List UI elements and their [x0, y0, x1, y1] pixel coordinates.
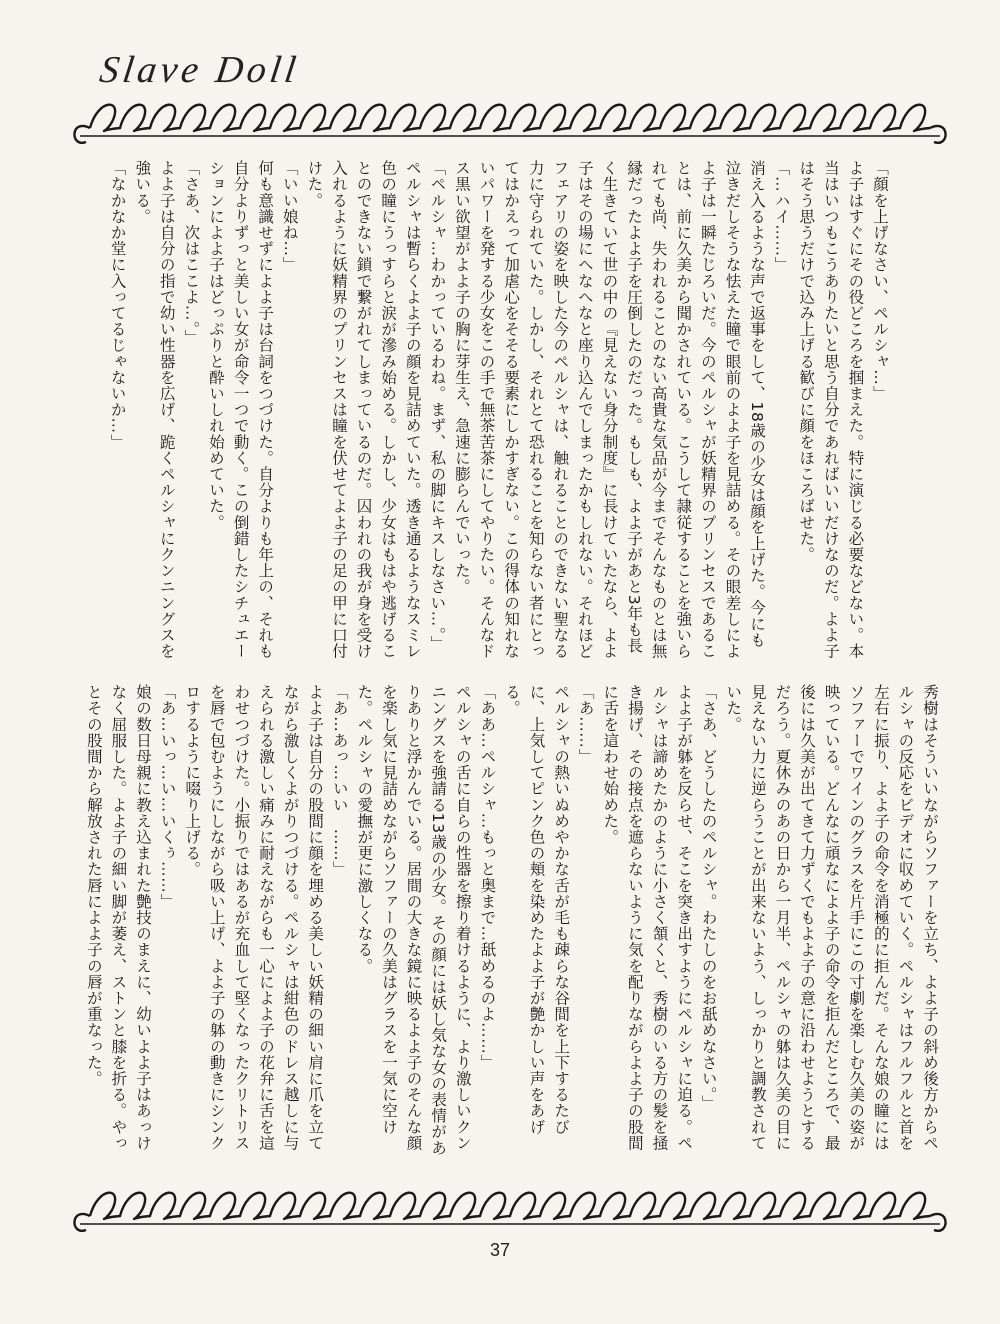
paragraph: ペルシャは暫らくよよ子の顔を見詰めていた。透き通るようなスミレ色の瞳にうっすらと涙が滲み始める。しかし、少女はもはや逃げることのできない鎖で繋がれてしまっているのだ。囚われの我が身を受け入れるように妖精界のプリンセスは瞳を伏せてよよ子の足の甲に口付けた。 [305, 160, 422, 660]
ornament-right-curl [930, 1214, 946, 1231]
paragraph: よ子はすぐにその役どころを掴まえた。特に演じる必要などない。本当はいつもこうありたいと思う自分であればいいだけなのだ。よよ子はそう思うだけで込み上げる歓びに顔をほころばせた。 [797, 160, 865, 660]
ornament-loop-chain [90, 1193, 930, 1219]
page-number: 37 [489, 1240, 511, 1260]
story-text-lower [84, 684, 942, 1162]
paragraph: 娘の数日母親に教え込まれた艶技のまえに、幼いよよ子はあっけなく屈服した。よよ子の細い脚が萎え、ストンと膝を折る。やっとその股間から解放された唇によよ子の唇が重なった。 [84, 684, 152, 1151]
paragraph: よよ子は自分の股間に顔を埋める美しい妖精の細い肩に爪を立てながら激しくよがりつづける。ペルシャは紺色のドレス越しに与えられる激しい痛みに耐えながらも一心によよ子の花弁に舌を這わせつづけた。小振りではあるが充血して堅くなったクリトリスを唇で包むようにしながら吸い上げ、よよ子の躰の動きにシンクロするように啜り上げる。 [183, 684, 325, 1151]
paragraph: よよ子は自分の指で幼い性器を広げ、跪くペルシャにクンニングスを強いる。 [133, 160, 176, 660]
paragraph: 「ああ…ペルシャ…もっと奥まで…舐めるのよ……」 [478, 684, 497, 1071]
paragraph: 消え入るような声で返事をして、18歳の少女は顔を上げた。今にも泣きだしそうな怯えた瞳で眼前のよよ子を見詰める。その眼差しによよ子は一瞬たじろいだ。今のペルシャが妖精界のプリンセスであることは、前に久美から聞かされている。こうして隷従することを強いられても尚、失われることのない高貴な気品が今までそんなものとは無縁だったよよ子を圧倒したのだった。もしも、よよ子があと3年も長く生きていて世の中の『見えない身分制度』に長けていたなら、よよ子はその場にへなへなと座り込んでしまったかもしれない。それほどフェアリの姿を映した今のペルシャは、触れることのできない聖なる力に守られていた。しかし、それとて恐れることを知らない者にとってはかえって加虐心をそそる要素にしかすぎない。この得体の知れないパワーを発する少女をこの手で無茶苦茶にしてやりたい。そんなドス黒い欲望がよよ子の胸に芽生え、急速に膨らんでいった。 [452, 160, 767, 660]
paragraph: 秀樹はそういいながらソファーを立ち、よよ子の斜め後方からペルシャの反応をビデオに収めていく。ペルシャはフルフルと首を左右に振り、よよ子の命令を消極的に拒んだ。そんな娘の瞳にはソファーでワインのグラスを片手にこの寸劇を楽しむ久美の姿が映っている。どんなに頑なによよ子の命令を拒んだところで、最後には久美が出てきて力ずくでもよよ子の意に沿わせようとするだろう。夏休みのあの日から一月半、ペルシャの躰は久美の目に見えない力に逆らうことが出来ないよう、しっかりと調教されていた。 [724, 684, 939, 1151]
story-text-upper [92, 160, 892, 660]
top-ornament-border [0, 90, 1000, 160]
paragraph: 「いい娘ね…」 [280, 160, 299, 273]
paragraph: 「あ…いっ…い…いくぅ……」 [158, 684, 177, 910]
paragraph: ペルシャの舌に自らの性器を擦り着けるように、より激しいクンニングスを強請る13歳の少女。その顔には妖し気な女の表情がありありと浮かんでいる。居間の大きな鏡に映るよよ子のそんな顔を楽し気に見詰めながらソファーの久美はグラスを一気に空けた。ペルシャの愛撫が更に激しくなる。 [355, 684, 472, 1156]
paragraph: 「さあ、どうしたのペルシャ。わたしのをお舐めなさい。」 [699, 684, 718, 1111]
paragraph: 「ペルシャ…わかっているわね。まず、私の脚にキスしなさい…。」 [428, 160, 447, 652]
ornament-right-curl [930, 126, 946, 143]
ornament-left-curl [74, 1214, 90, 1231]
paragraph: 「なかなか堂に入ってるじゃないか…」 [108, 160, 127, 450]
paragraph: よよ子が躰を反らせ、そこを突き出すようにペルシャに迫る。ペルシャは諦めたかのように小さく頷くと、秀樹のいる方の髪を掻き揚げ、その接点を遮らないように気を配りながらよよ子の股間に舌を這わせ始めた。 [601, 684, 694, 1151]
paragraph: 「顔を上げなさい、ペルシャ…」 [871, 160, 889, 402]
paragraph: 「…ハイ……」 [772, 160, 791, 273]
paragraph: 何も意識せずによよ子は台詞をつづけた。自分よりも年上の、それも自分よりずっと美しい女が命令一つで動く。この倒錯したシチュエーションによよ子はどっぷりと酔いしれ始めていた。 [206, 160, 275, 660]
ornament-loop-chain [90, 105, 930, 131]
bottom-ornament-border [0, 1178, 1000, 1248]
paragraph: ペルシャの熱いぬめやかな舌が毛も疎らな谷間を上下するたびに、上気してピンク色の頬を染めたよよ子が艶かしい声をあげる。 [502, 684, 571, 1135]
paragraph: 「あ…あっ…いい ……」 [330, 684, 349, 878]
page-title: Slave Doll [97, 49, 303, 91]
paragraph: 「あ……」 [576, 684, 595, 765]
ornament-left-curl [74, 126, 90, 143]
paragraph: 「さあ、次はここよ…。」 [182, 160, 201, 346]
